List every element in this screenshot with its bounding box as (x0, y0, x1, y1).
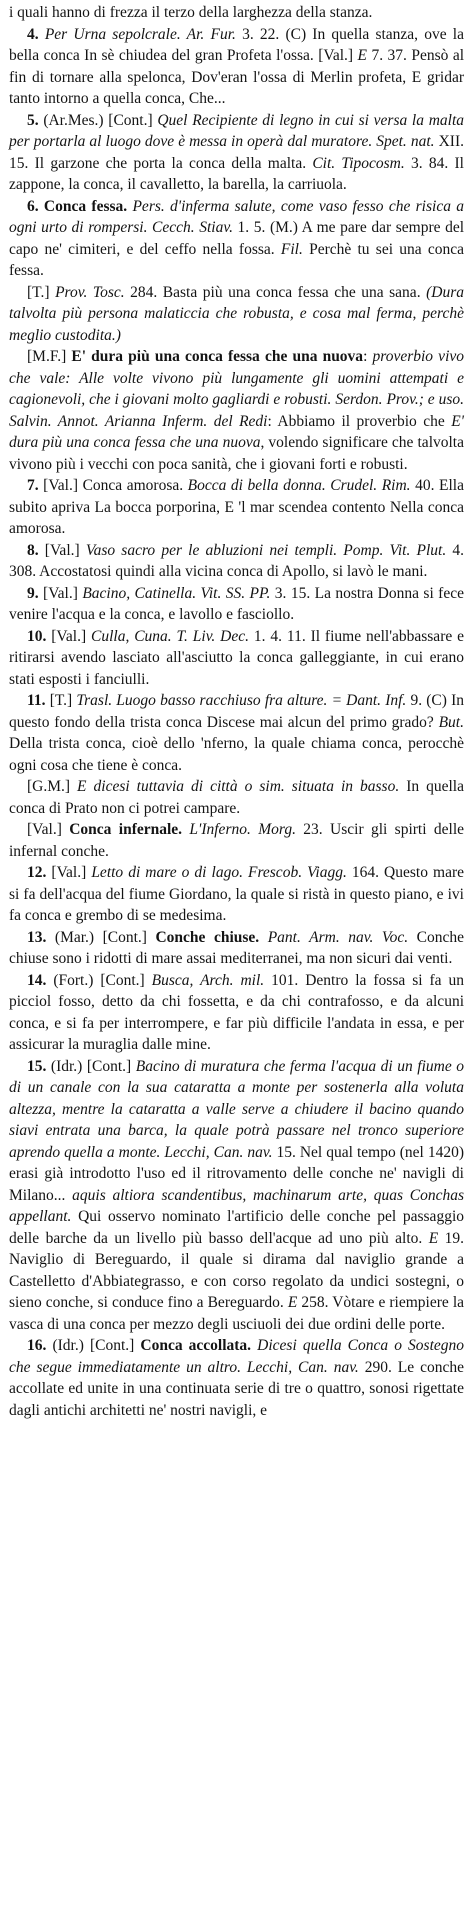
dictionary-entry-paragraph (9, 1056, 464, 1336)
italic-text: Prov. Tosc. (55, 283, 125, 301)
italic-text: Dicesi quella Conca o Sostegno che segue immediatamente un altro. Lecchi, Can. nav. (9, 1337, 465, 1376)
italic-text: proverbio vivo che vale: Alle volte vivono più lungamente gli uomini attempati e cagionevoli, che i giovani molto gagliardi e robusti. Serdon. Prov.; e uso. Salvin. Annot. Arianna Inferm. del Redi (9, 348, 464, 430)
text-run: : (363, 348, 373, 365)
text-run: Perchè tu sei una conca fessa. (9, 240, 464, 279)
italic-text: E (287, 1294, 298, 1311)
text-run: (Mar.) [Cont.] (46, 928, 156, 946)
bold-text: Conca accollata. (140, 1337, 252, 1354)
text-run: [M.F.] (27, 348, 72, 365)
text-run: Conche chiuse sono i ridotti di mare assai mediterranei, ma non sicuri dai venti. (9, 928, 464, 967)
text-run: XII. 15. Il garzone che porta la conca della malta. (9, 133, 464, 172)
text-run: (Ar.Mes.) [Cont.] (38, 111, 158, 129)
dictionary-entry-paragraph (9, 196, 464, 282)
text-run: In quella conca di Prato non ci potrei campare. (9, 778, 464, 817)
italic-text: But. (438, 713, 464, 731)
text-run: [T.] (45, 692, 77, 709)
italic-text: Cit. Tipocosm. (312, 154, 405, 172)
text-run: [Val.] (46, 627, 91, 645)
dictionary-entry-paragraph (9, 346, 464, 475)
italic-text: Per Urna sepolcrale. Ar. Fur. (44, 25, 236, 43)
bold-text: Conche chiuse. (155, 928, 260, 946)
bold-text: 14. (27, 971, 47, 989)
text-run: 3. 15. La nostra Donna si fece venire l'acqua e la conca, e lavollo e fasciollo. (9, 584, 464, 623)
italic-text: Pers. d'inferma salute, come vaso fesso che risica a ogni urto di rompersi. Cecch. Stiav. (9, 197, 465, 236)
text-run: [T.] (27, 283, 56, 301)
italic-text: (Dura talvolta più persona malaticcia che robusta, e cosa mal ferma, perchè meglio custodita.) (9, 283, 464, 344)
dictionary-entry-paragraph (9, 110, 464, 196)
bold-text: 10. (27, 627, 47, 645)
text-run: [Val.] (38, 584, 83, 602)
dictionary-entry-paragraph (9, 776, 464, 819)
text-run: [Val.] (46, 864, 92, 881)
bold-text: E' dura più una conca fessa che una nuova (71, 348, 364, 365)
text-run: 1. 4. 11. Il fiume nell'abbassare e ritirarsi avendo lasciato all'asciutto la conca galleggiante, in cui erano stati esposti i fanciulli. (9, 627, 464, 688)
bold-text: 8. (27, 541, 39, 559)
dictionary-entry-paragraph (9, 819, 464, 862)
italic-text: E (357, 47, 367, 64)
text-run: [G.M.] (27, 778, 78, 795)
italic-text: Quel Recipiente di legno in cui si versa la malta per portarla al luogo dove è messa in operà dal muratore. Spet. nat. (9, 111, 464, 150)
italic-text: aquis altiora scandentibus, machinarum arte, quas Conchas appellant. (9, 1186, 464, 1225)
italic-text: L'Inferno. Morg. (189, 821, 296, 838)
dictionary-entry-paragraph (9, 862, 464, 927)
italic-text: E (428, 1229, 439, 1247)
text-run: [Val.] Conca amorosa. (38, 477, 188, 494)
text-run: 3. 84. Il zappone, la conca, il cavalletto, la barella, la carriuola. (9, 154, 464, 193)
bold-text: 9. (27, 584, 39, 602)
text-run: i quali hanno di frezza il terzo della larghezza della stanza. (9, 4, 373, 21)
italic-text: Fil. (280, 240, 303, 258)
italic-text: Bacino di muratura che ferma l'acqua di un fiume o di un canale con la sua cataratta a monte per sostenerla alla voluta altezza, mentre la cataratta a valle serve a chiudere il bacino quando siavi entrata una barca, la quale potrà passare nel tronco superiore aprendo quella a monte. Lecchi, Can. nav. (9, 1057, 464, 1161)
text-run: 40. Ella subito apriva La bocca porporina, E 'l mar scendea contento Nella conca amorosa. (9, 477, 464, 537)
text-run: (Idr.) [Cont.] (46, 1057, 136, 1075)
dictionary-entry-paragraph (9, 24, 464, 110)
dictionary-entry-paragraph (9, 475, 464, 540)
dictionary-entry-paragraph (9, 282, 464, 347)
italic-text: Bacino, Catinella. Vit. SS. PP. (82, 584, 271, 602)
italic-text: E dicesi tuttavia di città o sim. situata in basso. (77, 778, 400, 795)
text-run: 164. Questo mare si fa dell'acqua del fiume Giordano, la quale si ristà in questo piano, e ivi fa conca e grembo di se medesima. (9, 864, 464, 924)
text-run: 9. (C) In questo fondo della trista conca Discese mai alcun del primo grado? (9, 692, 464, 731)
italic-text: Pant. Arm. nav. Voc. (267, 928, 409, 946)
text-run: : Abbiamo il proverbio che (267, 412, 452, 430)
bold-text: 4. (27, 25, 39, 43)
dictionary-entry-paragraph (9, 583, 464, 626)
text-run: (Fort.) [Cont.] (46, 971, 152, 989)
text-run: [Val.] (27, 821, 70, 838)
bold-text: 7. (27, 477, 39, 494)
text-run: , volendo significare che talvolta vivono più i vecchi con poca sanità, che i giovani forti e robusti. (9, 434, 464, 473)
italic-text: E' dura più una conca fessa che una nuova (9, 412, 464, 451)
bold-text: 5. (27, 111, 39, 129)
text-run: 4. 308. Accostatosi quindi alla vicina conca di Apollo, si lavò le mani. (9, 541, 464, 580)
text-run: 284. Basta più una conca fessa che una sana. (124, 283, 427, 301)
text-run: 7. 37. Pensò al fin di tornare alla spelonca, Dov'eran l'ossa di Merlin profeta, E gridar tanto intorno a quella conca, Che... (9, 47, 465, 107)
italic-text: Bocca di bella donna. Crudel. Rim. (187, 477, 411, 494)
bold-text: 13. (27, 928, 47, 946)
text-run: 1. 5. (M.) A me pare dar sempre del capo ne' cimiteri, e del ceffo nella fossa. (9, 219, 465, 258)
text-run: [Val.] (38, 541, 86, 559)
bold-text: 6. Conca fessa. (27, 197, 128, 215)
bold-text: Conca infernale. (69, 821, 183, 838)
dictionary-entry-paragraph (9, 1335, 464, 1421)
text-run: 23. Uscir gli spirti delle infernal conche. (9, 821, 465, 860)
dictionary-entry-paragraph (9, 970, 464, 1056)
text-run: (Idr.) [Cont.] (46, 1337, 141, 1354)
italic-text: Busca, Arch. mil. (151, 971, 265, 989)
text-run: Qui osservo nominato l'artificio delle conche pel passaggio delle barche da un livello più basso dell'acque ad uno più alto. (9, 1208, 464, 1247)
text-run: 15. Nel qual tempo (nel 1420) erasi già introdotto l'uso ed il ritrovamento delle conche ne' navigli di Milano... (9, 1143, 464, 1204)
italic-text: Culla, Cuna. T. Liv. Dec. (91, 627, 250, 645)
text-run: 101. Dentro la fossa si fa un picciol fosso, detto da chi fossetta, e da chi contrafosso, e da alcuni conca, e si fa per interrompere, e far più difficile l'andata in essa, e per assicurar la muraglia dalle mine. (9, 971, 464, 1053)
text-run: 19. Naviglio di Bereguardo, il quale si dirama dal naviglio grande a Castelletto d'Abbiategrasso, e con corso regolato da undici sostegni, o sieno conche, si conduce fino a Bereguardo. (9, 1229, 465, 1311)
continuation-paragraph (9, 2, 464, 24)
text-run: 290. Le conche accollate ed unite in una continuata serie di tre o quattro, sonosi rigettate dagli antichi architetti ne' nostri navigli, e (9, 1358, 464, 1419)
italic-text: Vaso sacro per le abluzioni nei templi. Pomp. Vit. Plut. (85, 541, 447, 559)
text-run: 3. 22. (C) In quella stanza, ove la bella conca In sè chiudea del gran Profeta l'ossa. [Val.] (9, 25, 464, 64)
dictionary-entry-paragraph (9, 540, 464, 583)
dictionary-entry-paragraph (9, 927, 464, 970)
text-run (259, 929, 268, 946)
dictionary-entry-paragraph (9, 626, 464, 691)
bold-text: 11. (27, 692, 46, 709)
bold-text: 15. (27, 1057, 47, 1075)
dictionary-entry-paragraph (9, 690, 464, 776)
text-run: 258. Vòtare e riempiere la vasca di una conca per mezzo degli usciuoli dei due ordini delle porte. (9, 1294, 465, 1333)
italic-text: Trasl. Luogo basso racchiuso fra alture. = Dant. Inf. (76, 692, 407, 709)
italic-text: Letto di mare o di lago. Frescob. Viagg. (91, 864, 347, 881)
text-run: Della trista conca, cioè dello 'nferno, la quale chiama conca, perocchè ogni cosa che tiene è conca. (9, 735, 464, 774)
bold-text: 12. (27, 864, 47, 881)
bold-text: 16. (27, 1337, 47, 1354)
